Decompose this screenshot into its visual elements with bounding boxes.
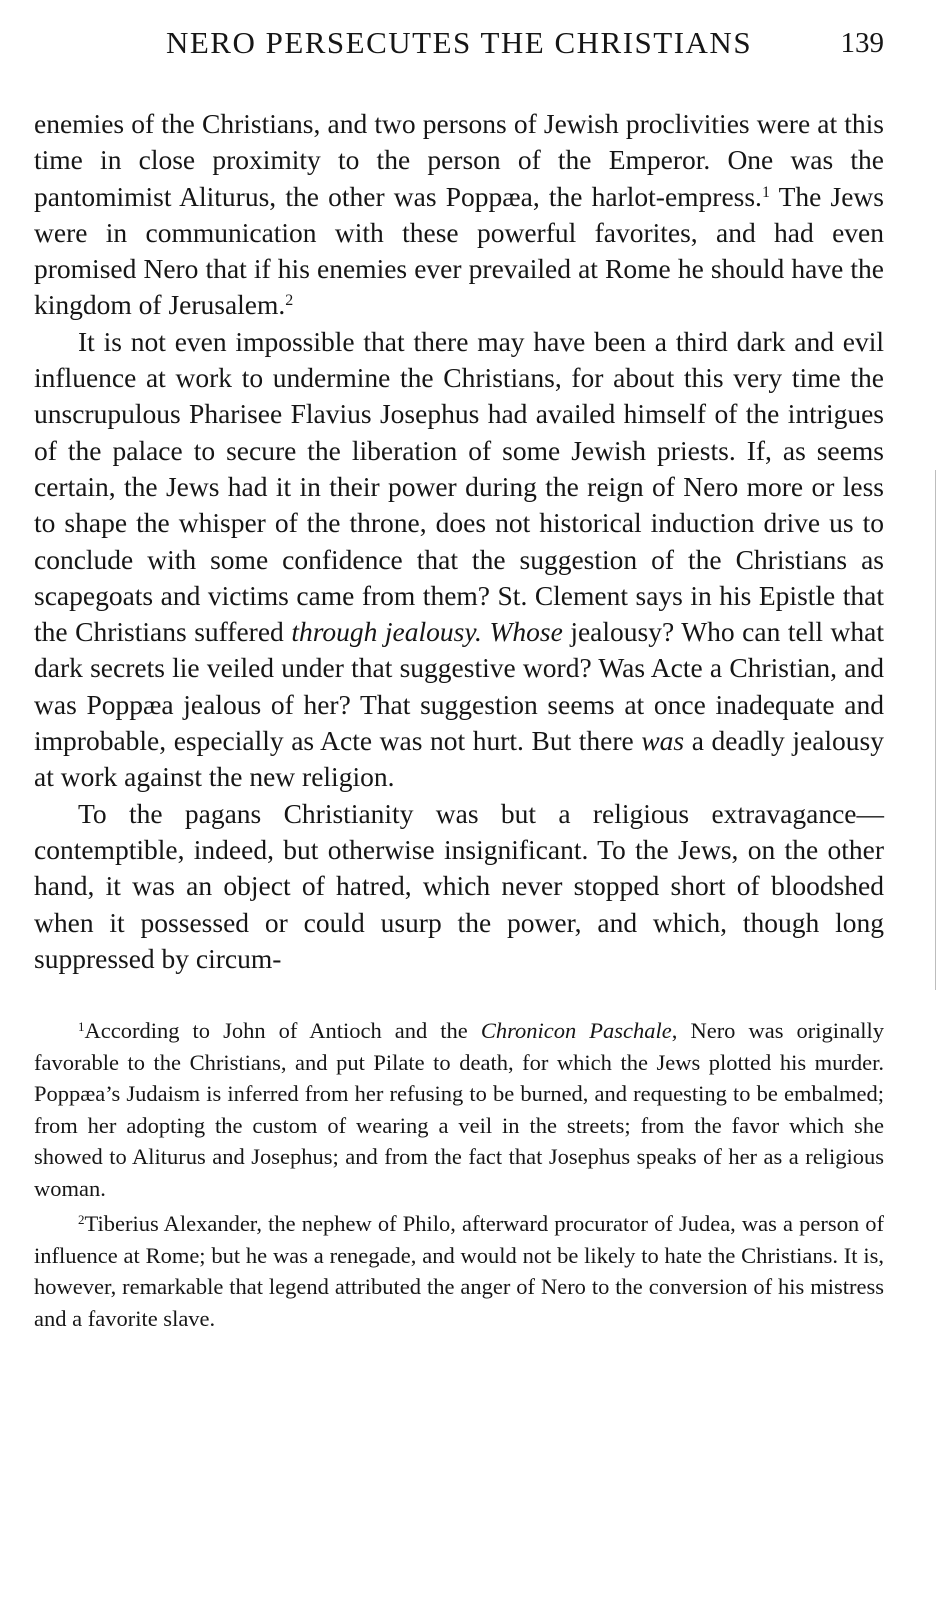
body-text bbox=[34, 106, 884, 977]
footnotes bbox=[34, 1015, 884, 1334]
book-page bbox=[34, 18, 884, 1334]
footnote-1 bbox=[34, 1015, 884, 1204]
footnote-1-text-b: , Nero was originally favorable to the Christians, and put Pilate to death, for which the Jews plotted his murder. Poppæa’s Judaism is inferred from her refusing to be burned, and requesting to be embalmed; from her adopting the custom of wearing a veil in the streets; from the favor which she showed to Aliturus and Josephus; and from the fact that Josephus speaks of her as a religious woman. bbox=[34, 1018, 885, 1201]
chapter-title: NERO PERSECUTES THE CHRISTIANS bbox=[165, 25, 753, 60]
scan-margin-line bbox=[935, 470, 936, 990]
paragraph-1-text-a: enemies of the Christians, and two persons of Jewish proclivities were at this time in close proximity to the person of the Emperor. One was the pantomimist Aliturus, the other was Poppæa, the harlot-empress. bbox=[34, 108, 884, 212]
footnote-2-text: Tiberius Alexander, the nephew of Philo, afterward procurator of Judea, was a person of influence at Rome; but he was a renegade, and would not be likely to hate the Christians. It is, however, remarkable that legend attributed the anger of Nero to the conversion of his mistress and a favorite slave. bbox=[34, 1211, 884, 1331]
paragraph-2 bbox=[34, 324, 884, 796]
footnote-2-mark: 2 bbox=[78, 1211, 85, 1227]
paragraph-2-italic-whose: Whose bbox=[489, 616, 563, 648]
paragraph-2-italic-phrase: through jealousy. bbox=[291, 616, 482, 648]
footnote-1-mark: 1 bbox=[78, 1018, 85, 1034]
paragraph-1-text-b: The Jews were in communication with these powerful favorites, and had even promised Nero that if his enemies ever prevailed at Rome he should have the kingdom of Jerusalem. bbox=[34, 180, 884, 321]
paragraph-2-text-c: jealousy? Who can tell what dark secrets lie veiled under that suggestive word? Was Acte a Christian, and was Poppæa jealous of her? That suggestion seems at once inadequate and improbable, especially as Acte was not hurt. But there bbox=[34, 616, 884, 757]
paragraph-2-text-a: It is not even impossible that there may have been a third dark and evil influence at work to undermine the Christians, for about this very time the unscrupulous Pharisee Flavius Josephus had availed himself of the intrigues of the palace to secure the liberation of some Jewish priests. If, as seems certain, the Jews had it in their power during the reign of Nero more or less to shape the whisper of the throne, does not historical induction drive us to conclude with some confidence that the suggestion of the Christians as scapegoats and victims came from them? St. Clement says in his Epistle that the Christians suffered bbox=[34, 325, 884, 648]
footnote-ref-1[interactable]: 1 bbox=[761, 183, 770, 201]
footnote-ref-2[interactable]: 2 bbox=[285, 292, 294, 310]
footnote-1-text-a: According to John of Antioch and the bbox=[84, 1018, 481, 1044]
footnote-1-italic-title: Chronicon Paschale bbox=[480, 1018, 672, 1044]
paragraph-1 bbox=[34, 106, 884, 324]
footnote-2 bbox=[34, 1208, 884, 1334]
paragraph-2-italic-was: was bbox=[641, 725, 685, 757]
running-head bbox=[34, 18, 884, 68]
paragraph-3: To the pagans Christianity was but a religious extravagance—contemptible, indeed, but otherwise insignificant. To the Jews, on the other hand, it was an object of hatred, which never stopped short of bloodshed when it possessed or could usurp the power, and which, though long suppressed by circum- bbox=[34, 797, 884, 974]
paragraph-2-text-d: a deadly jealousy at work against the new religion. bbox=[34, 725, 885, 793]
page-number: 139 bbox=[840, 27, 884, 59]
